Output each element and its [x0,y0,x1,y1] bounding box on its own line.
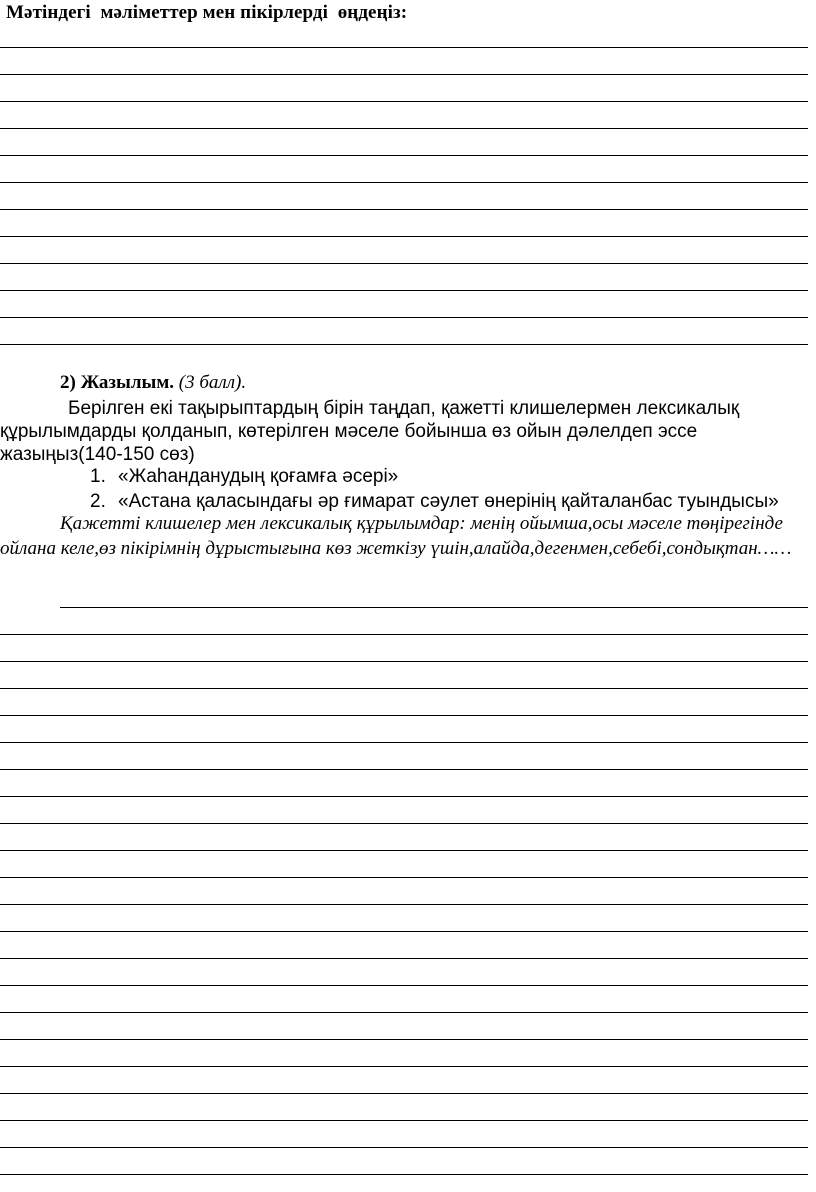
answer-line [0,796,808,797]
section2-title-bold: 2) Жазылым. [60,372,175,393]
topic-text: «Жаһанданудың қоғамға әсері» [118,466,399,487]
answer-line [0,877,808,878]
answer-line [0,1120,808,1121]
answer-line [0,263,808,264]
answer-line [0,317,808,318]
answer-line [0,850,808,851]
section2-title [60,372,246,394]
answer-line [0,823,808,824]
cliches-block [0,511,812,561]
answer-line [0,1039,808,1040]
section1-heading: Мәтіндегі мәліметтер мен пікірлерді өңдеңіз: [6,2,408,23]
answer-line [0,634,808,635]
topic-number: 1. [90,466,106,487]
topic-number: 2. [90,491,106,512]
cliches-text: Қажетті клишелер мен лексикалық құрылымдар: менің ойымша,осы мәселе төңірегінде ойлана келе,өз пікірімнің дұрыстығына көз жеткізу үшін,алайда,дегенмен,себебі,сондықтан…… [0,513,792,559]
answer-line [0,1066,808,1067]
answer-line [0,769,808,770]
answer-line [0,155,808,156]
topic-list [90,464,779,514]
answer-line [0,688,808,689]
answer-line [0,1147,808,1148]
answer-line [60,607,808,608]
answer-line [0,985,808,986]
answer-line [0,958,808,959]
instruction-text: Берілген екі тақырыптардың бірін таңдап, қажетті клишелермен лексикалық құрылымдарды қолданып, көтерілген мәселе бойынша өз ойын дәлелдеп эссе жазыңыз(140-150 сөз) [0,398,740,465]
answer-line [0,715,808,716]
answer-line [0,1174,808,1175]
answer-line [0,47,808,48]
task-instruction [0,397,808,466]
answer-line [0,742,808,743]
topic-text: «Астана қаласындағы әр ғимарат сәулет өнерінің қайталанбас туындысы» [118,491,779,512]
answer-line [0,661,808,662]
answer-line [0,128,808,129]
answer-line [0,101,808,102]
answer-line [0,290,808,291]
answer-line [0,182,808,183]
answer-line [0,344,808,345]
section2-title-points: (3 балл). [178,372,247,393]
answer-line [0,209,808,210]
answer-line [0,74,808,75]
answer-line [0,904,808,905]
answer-line [0,931,808,932]
answer-line [0,1093,808,1094]
answer-line [0,236,808,237]
list-item [90,464,779,489]
answer-line [0,1012,808,1013]
